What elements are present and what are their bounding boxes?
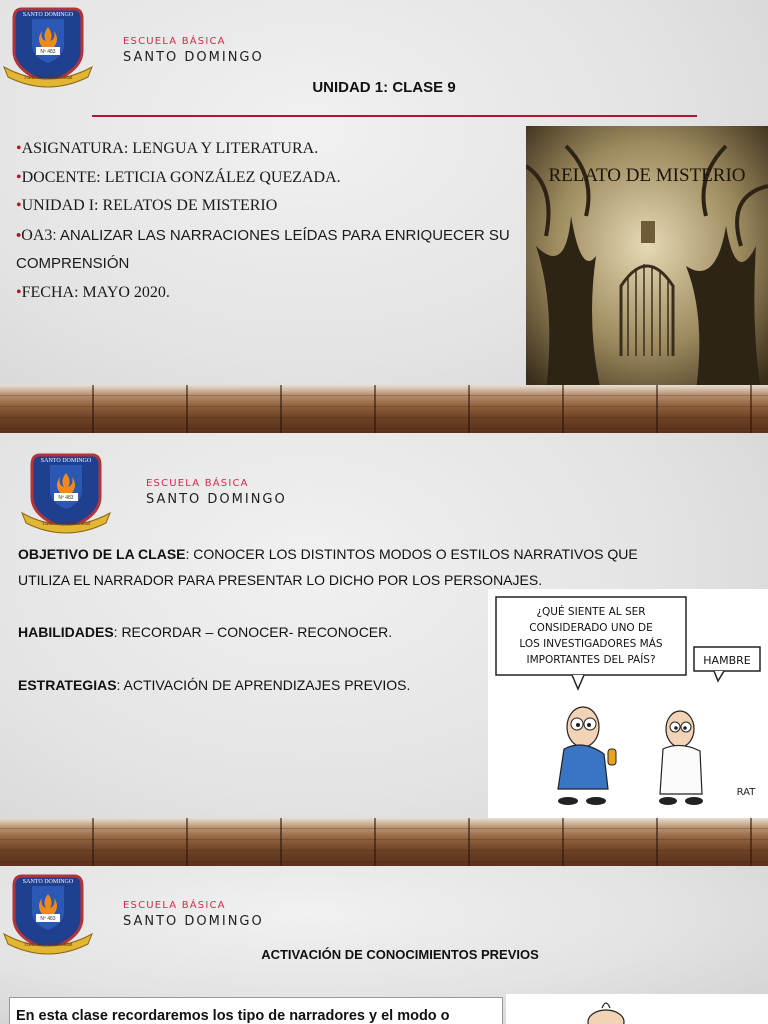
info-item-subject: •ASIGNATURA: LENGUA Y LITERATURA. [16, 140, 319, 157]
svg-text:SANTO DOMINGO: SANTO DOMINGO [40, 458, 92, 464]
mystery-story-image [526, 126, 768, 391]
school-logo [2, 5, 94, 89]
skills-label: HABILIDADES [18, 624, 114, 640]
wood-floor [0, 818, 768, 866]
bullet-icon: • [16, 169, 22, 186]
svg-text:LOS INVESTIGADORES MÁS: LOS INVESTIGADORES MÁS [519, 638, 663, 650]
svg-text:SANTO DOMINGO: SANTO DOMINGO [22, 12, 74, 18]
svg-text:Nº 483: Nº 483 [40, 916, 56, 922]
school-name-line2: SANTO DOMINGO [123, 50, 264, 65]
wood-floor [0, 385, 768, 433]
school-name-line1: ESCUELA BÁSICA [123, 900, 226, 911]
svg-text:IMPORTANTES DEL PAÍS?: IMPORTANTES DEL PAÍS? [526, 654, 656, 666]
info-item-unit: •UNIDAD I: RELATOS DE MISTERIO [16, 197, 278, 214]
svg-text:RAT: RAT [736, 787, 756, 798]
school-name [123, 36, 264, 65]
class-objective [18, 541, 668, 593]
info-item-objective: •OA3: ANALIZAR LAS NARRACIONES LEÍDAS PARA ENRIQUECER SU COMPRENSIÓN [16, 227, 510, 272]
school-name [146, 478, 287, 507]
svg-text:Nº 483: Nº 483 [40, 49, 56, 55]
objective-label: OBJETIVO DE LA CLASE [18, 546, 186, 562]
bullet-icon: • [16, 284, 22, 301]
bullet-icon: • [16, 197, 22, 214]
school-name-line1: ESCUELA BÁSICA [123, 36, 226, 47]
comic-strip-image [488, 589, 768, 819]
info-item-date: •FECHA: MAYO 2020. [16, 284, 170, 301]
svg-text:Tradición y Modernidad: Tradición y Modernidad [23, 76, 73, 81]
school-name-line1: ESCUELA BÁSICA [146, 478, 249, 489]
bullet-icon: • [16, 140, 22, 157]
school-logo [2, 872, 94, 956]
svg-text:Tradición y Modernidad: Tradición y Modernidad [23, 943, 73, 948]
slide-1 [0, 0, 768, 433]
bullet-icon: • [16, 227, 22, 244]
svg-text:HAMBRE: HAMBRE [703, 654, 751, 667]
slide-title: ACTIVACIÓN DE CONOCIMIENTOS PREVIOS [261, 947, 539, 962]
school-name [123, 900, 264, 929]
cartoon-image [506, 994, 768, 1024]
slide-2 [0, 433, 768, 866]
school-name-line2: SANTO DOMINGO [146, 492, 287, 507]
title-divider [92, 115, 697, 117]
svg-text:Nº 483: Nº 483 [58, 495, 74, 501]
strategies-label: ESTRATEGIAS [18, 677, 117, 693]
intro-text-box: En esta clase recordaremos los tipo de narradores y el modo o [9, 997, 503, 1024]
slide-title: UNIDAD 1: CLASE 9 [312, 79, 456, 96]
svg-text:SANTO DOMINGO: SANTO DOMINGO [22, 879, 74, 885]
strategies-text: : ACTIVACIÓN DE APRENDIZAJES PREVIOS. [116, 677, 411, 693]
svg-text:¿QUÉ SIENTE AL SER: ¿QUÉ SIENTE AL SER [536, 606, 646, 618]
svg-text:CONSIDERADO UNO DE: CONSIDERADO UNO DE [529, 622, 653, 634]
skills-text: : RECORDAR – CONOCER- RECONOCER. [113, 624, 393, 640]
objective-text: : CONOCER LOS DISTINTOS MODOS O ESTILOS NARRATIVOS QUE UTILIZA EL NARRADOR PARA PRESENTAR LO DICHO POR LOS PERSONAJES. [18, 546, 638, 588]
svg-text:Tradición y Modernidad: Tradición y Modernidad [41, 522, 91, 527]
info-item-teacher: •DOCENTE: LETICIA GONZÁLEZ QUEZADA. [16, 169, 341, 186]
school-logo [20, 451, 112, 535]
slide-3 [0, 866, 768, 1024]
school-name-line2: SANTO DOMINGO [123, 914, 264, 929]
svg-text:RELATO DE MISTERIO: RELATO DE MISTERIO [548, 165, 746, 186]
